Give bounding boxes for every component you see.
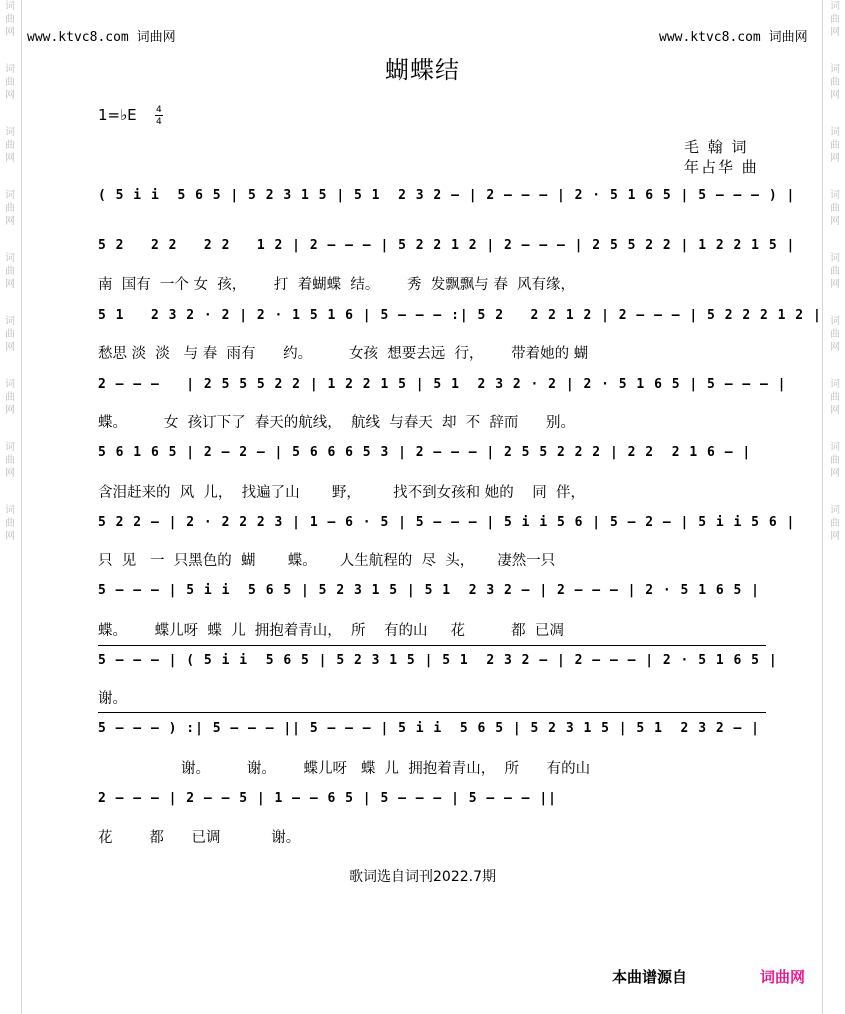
watermark-glyph: 词 (5, 1, 15, 12)
watermark-glyph: 网 (830, 27, 840, 38)
watermark-glyph: 曲 (5, 518, 15, 529)
lyrics-line-7: 蝶。 蝶儿呀 蝶 儿 拥抱着青山， 所 有的山 花 都 已凋 (98, 623, 564, 639)
watermark-glyph: 曲 (5, 77, 15, 88)
watermark-glyph: 网 (830, 531, 840, 542)
watermark-glyph: 词 (5, 505, 15, 516)
time-signature-bar (155, 115, 163, 116)
watermark-glyph: 曲 (830, 77, 840, 88)
watermark-left (0, 0, 20, 1014)
watermark-glyph: 网 (830, 90, 840, 101)
watermark-glyph: 曲 (830, 455, 840, 466)
watermark-glyph: 网 (830, 405, 840, 416)
watermark-glyph: 曲 (5, 14, 15, 25)
watermark-glyph: 网 (830, 342, 840, 353)
watermark-glyph: 词 (5, 127, 15, 138)
watermark-glyph: 词 (830, 316, 840, 327)
watermark-glyph: 词 (830, 64, 840, 75)
watermark-glyph: 网 (5, 405, 15, 416)
watermark-glyph: 网 (5, 216, 15, 227)
watermark-glyph: 词 (5, 190, 15, 201)
notes-line-5: 5 6 1 6 5 | 2 — 2 — | 5 6 6 6 5 3 | 2 — — — | 2 5 5 2 2 2 | 2 2 2 1 6 — | (98, 445, 752, 460)
watermark-glyph: 词 (5, 316, 15, 327)
notes-line-4: 2 — — — | 2 5 5 5 2 2 | 1 2 2 1 5 | 5 1 2 3 2 · 2 | 2 · 5 1 6 5 | 5 — — — | (98, 377, 787, 392)
watermark-glyph: 曲 (5, 392, 15, 403)
watermark-glyph: 词 (830, 253, 840, 264)
notes-line-3: 5 1 2 3 2 · 2 | 2 · 1 5 1 6 | 5 — — — :| 5 2 2 2 1 2 | 2 — — — | 5 2 2 2 1 2 | (98, 308, 822, 323)
lyrics-line-8: 谢。 (98, 691, 127, 707)
lyricist-credit: 毛 翰 词 (684, 138, 749, 156)
notes-line-8: 5 — — — | ( 5 i i 5 6 5 | 5 2 3 1 5 | 5 1 2 3 2 — | 2 — — — | 2 · 5 1 6 5 | (98, 653, 778, 668)
left-edge-line (21, 0, 22, 1014)
watermark-glyph: 网 (830, 153, 840, 164)
header-site-right[interactable]: www.ktvc8.com 词曲网 (659, 30, 808, 45)
watermark-glyph: 网 (5, 468, 15, 479)
volta-rule-1 (98, 645, 766, 646)
composer-credit: 年占华 曲 (684, 158, 759, 176)
footer-source-label: 本曲谱源自 (612, 968, 688, 986)
notes-line-7: 5 — — — | 5 i i 5 6 5 | 5 2 3 1 5 | 5 1 2 3 2 — | 2 — — — | 2 · 5 1 6 5 | (98, 583, 760, 598)
watermark-glyph: 网 (5, 531, 15, 542)
watermark-glyph: 网 (5, 279, 15, 290)
watermark-glyph: 曲 (5, 329, 15, 340)
watermark-right (825, 0, 845, 1014)
watermark-glyph: 曲 (830, 14, 840, 25)
song-title: 蝴蝶结 (385, 56, 460, 84)
watermark-glyph: 词 (5, 442, 15, 453)
watermark-glyph: 词 (830, 442, 840, 453)
watermark-glyph: 词 (830, 1, 840, 12)
watermark-glyph: 曲 (5, 140, 15, 151)
watermark-glyph: 曲 (830, 518, 840, 529)
notes-line-2: 5 2 2 2 2 2 1 2 | 2 — — — | 5 2 2 1 2 | 2 — — — | 2 5 5 2 2 | 1 2 2 1 5 | (98, 238, 796, 253)
right-edge-line (822, 0, 823, 1014)
key-signature: 1=♭E (98, 106, 137, 124)
header-site-left[interactable]: www.ktvc8.com 词曲网 (27, 30, 176, 45)
watermark-glyph: 词 (5, 379, 15, 390)
notes-line-1: ( 5 i i 5 6 5 | 5 2 3 1 5 | 5 1 2 3 2 — | 2 — — — | 2 · 5 1 6 5 | 5 — — — ) | (98, 188, 796, 203)
watermark-glyph: 词 (830, 190, 840, 201)
notes-line-6: 5 2 2 — | 2 · 2 2 2 3 | 1 — 6 · 5 | 5 — — — | 5 i i 5 6 | 5 — 2 — | 5 i i 5 6 | (98, 515, 796, 530)
footer-site-link[interactable]: 词曲网 (760, 968, 806, 986)
watermark-glyph: 词 (5, 253, 15, 264)
watermark-glyph: 网 (5, 153, 15, 164)
watermark-glyph: 曲 (830, 203, 840, 214)
lyrics-line-3: 愁思 淡 淡 与 春 雨有 约。 女孩 想要去远 行， 带着她的 蝴 (98, 346, 589, 362)
watermark-glyph: 曲 (5, 266, 15, 277)
notes-line-9: 5 — — — ) :| 5 — — — || 5 — — — | 5 i i 5 6 5 | 5 2 3 1 5 | 5 1 2 3 2 — | (98, 721, 760, 736)
volta-rule-2 (98, 712, 766, 713)
watermark-glyph: 曲 (830, 266, 840, 277)
watermark-glyph: 网 (830, 468, 840, 479)
watermark-glyph: 曲 (5, 455, 15, 466)
watermark-glyph: 词 (5, 64, 15, 75)
time-signature-top: 4 (156, 105, 162, 115)
notes-line-10: 2 — — — | 2 — — 5 | 1 — — 6 5 | 5 — — — | 5 — — — || (98, 791, 557, 806)
watermark-glyph: 网 (830, 216, 840, 227)
lyrics-line-9: 谢。 谢。 蝶儿呀 蝶 儿 拥抱着青山， 所 有的山 (98, 761, 591, 777)
lyrics-line-10: 花 都 已调 谢。 (98, 830, 301, 846)
lyrics-line-5: 含泪赶来的 风 儿， 找遍了山 野， 找不到女孩和 她的 同 伴， (98, 485, 585, 501)
watermark-glyph: 词 (830, 127, 840, 138)
watermark-glyph: 曲 (830, 329, 840, 340)
watermark-glyph: 网 (830, 279, 840, 290)
watermark-glyph: 网 (5, 27, 15, 38)
lyrics-line-6: 只 见 一 只黑色的 蝴 蝶。 人生航程的 尽 头， 凄然一只 (98, 553, 556, 569)
watermark-glyph: 曲 (5, 203, 15, 214)
time-signature-bottom: 4 (156, 117, 162, 127)
lyrics-source-note: 歌词选自词刊2022.7期 (349, 869, 496, 885)
watermark-glyph: 网 (5, 342, 15, 353)
lyrics-line-4: 蝶。 女 孩订下了 春天的航线， 航线 与春天 却 不 辞而 别。 (98, 415, 576, 431)
watermark-glyph: 词 (830, 505, 840, 516)
watermark-glyph: 网 (5, 90, 15, 101)
watermark-glyph: 曲 (830, 392, 840, 403)
watermark-glyph: 曲 (830, 140, 840, 151)
lyrics-line-2: 南 国有 一个 女 孩， 打 着蝴蝶 结。 秀 发飘飘与 春 风有缘， (98, 277, 576, 293)
watermark-glyph: 词 (830, 379, 840, 390)
